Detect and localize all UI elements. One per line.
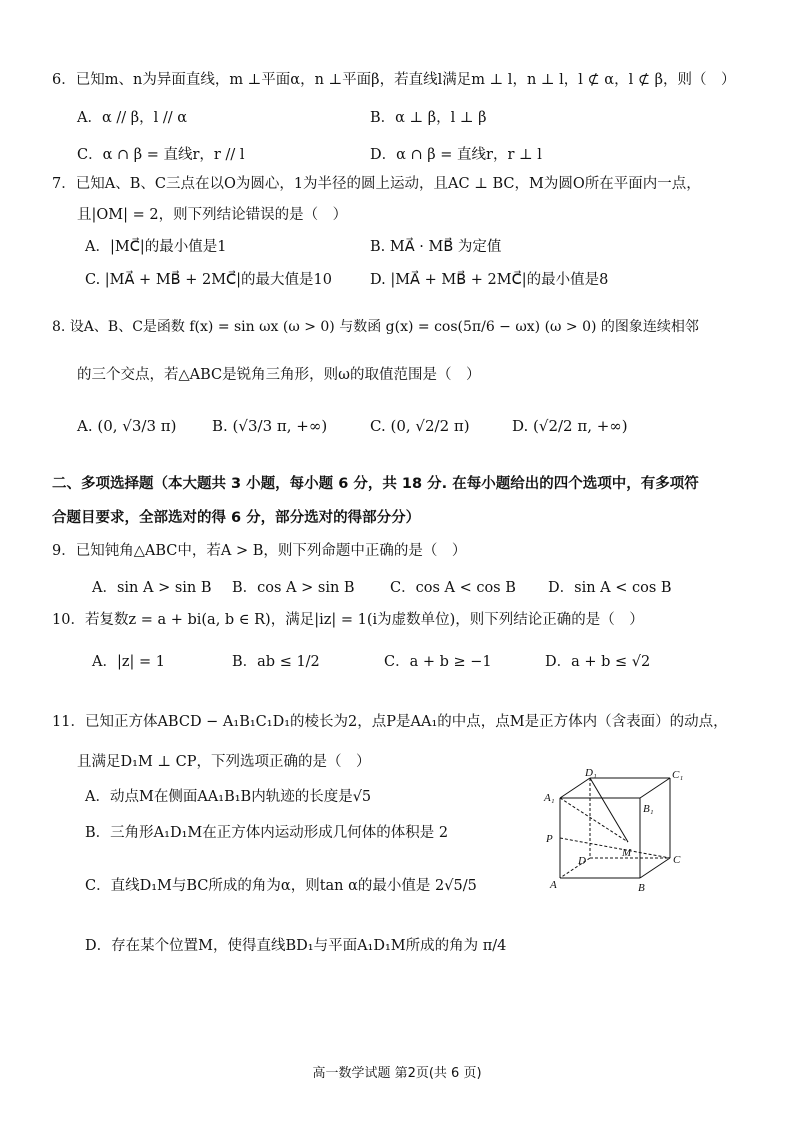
q6-option-b: B．α ⊥ β，l ⊥ β <box>370 110 487 126</box>
page-footer: 高一数学试题 第2页(共 6 页) <box>312 1066 482 1081</box>
label-c: C <box>673 854 681 866</box>
q11-option-a: A．动点M在侧面AA₁B₁B内轨迹的长度是√5 <box>85 789 372 805</box>
q11-stem-2: 且满足D₁M ⊥ CP，下列选项正确的是（ ） <box>77 754 371 770</box>
q9-option-d: D．sin A < cos B <box>548 580 672 596</box>
q6-option-d: D．α ∩ β = 直线r，r ⊥ l <box>370 147 542 163</box>
q6-stem: 6．已知m、n为异面直线，m ⊥平面α，n ⊥平面β，若直线l满足m ⊥ l，n ⊥ l，l ⊄ α，l ⊄ β，则（ ） <box>52 72 736 88</box>
segment-a1-m <box>560 798 628 842</box>
q7-option-a: A．|MC⃗|的最小值是1 <box>85 239 227 255</box>
q9-option-c: C．cos A < cos B <box>390 580 516 596</box>
q11-option-d: D．存在某个位置M，使得直线BD₁与平面A₁D₁M所成的角为 π/4 <box>85 938 507 954</box>
cube-figure <box>530 768 695 893</box>
q10-option-b: B．ab ≤ 1/2 <box>232 654 320 670</box>
q9-option-a: A．sin A > sin B <box>92 580 212 596</box>
edge-a1-d1 <box>560 778 590 798</box>
edge-c1-b1 <box>640 778 670 798</box>
q8-option-b: B. (√3/3 π, +∞) <box>212 417 328 435</box>
section-2-heading-2: 合题目要求，全部选对的得 6 分，部分选对的得部分分） <box>52 510 421 526</box>
label-c1: C₁ <box>672 769 684 781</box>
segment-d1-m <box>590 778 628 842</box>
q8-option-c: C. (0, √2/2 π) <box>370 417 470 435</box>
q8-stem-2: 的三个交点，若△ABC是锐角三角形，则ω的取值范围是（ ） <box>77 367 481 383</box>
q8-option-a: A. (0, √3/3 π) <box>77 417 177 435</box>
label-a1: A₁ <box>544 792 555 804</box>
label-d1: D₁ <box>585 768 597 779</box>
q9-stem: 9．已知钝角△ABC中，若A > B，则下列命题中正确的是（ ） <box>52 543 467 559</box>
section-2-heading: 二、多项选择题（本大题共 3 小题，每小题 6 分，共 18 分. 在每小题给出的四个选项中，有多项符 <box>52 476 699 492</box>
q7-stem: 7．已知A、B、C三点在以O为圆心，1为半径的圆上运动，且AC ⊥ BC，M为圆O所在平面内一点， <box>52 176 701 192</box>
label-a: A <box>550 879 557 891</box>
label-b1: B₁ <box>643 803 654 815</box>
q8-option-d: D. (√2/2 π, +∞) <box>512 417 628 435</box>
q11-option-b: B．三角形A₁D₁M在正方体内运动形成几何体的体积是 2 <box>85 825 449 841</box>
q10-option-c: C．a + b ≥ −1 <box>384 654 492 670</box>
q11-stem: 11．已知正方体ABCD − A₁B₁C₁D₁的棱长为2，点P是AA₁的中点，点M是正方体内（含表面）的动点， <box>52 714 728 730</box>
q11-option-c: C．直线D₁M与BC所成的角为α，则tan α的最小值是 2√5/5 <box>85 878 477 894</box>
label-b: B <box>638 882 645 893</box>
q9-option-b: B．cos A > sin B <box>232 580 355 596</box>
label-p: P <box>546 833 553 845</box>
q7-option-d: D. |MA⃗ + MB⃗ + 2MC⃗|的最小值是8 <box>370 272 609 288</box>
q7-option-b: B. MA⃗ · MB⃗ 为定值 <box>370 239 502 255</box>
q8-stem: 8. 设A、B、C是函数 f(x) = sin ωx (ω > 0) 与数函 g(x) = cos(5π/6 − ωx) (ω > 0) 的图象连续相邻 <box>52 319 699 335</box>
q7-option-c: C. |MA⃗ + MB⃗ + 2MC⃗|的最大值是10 <box>85 272 333 288</box>
edge-c-b <box>640 858 670 878</box>
q10-option-d: D．a + b ≤ √2 <box>545 654 651 670</box>
q6-option-c: C．α ∩ β = 直线r，r // l <box>77 147 245 163</box>
q10-option-a: A．|z| = 1 <box>92 654 165 670</box>
q6-option-a: A．α // β，l // α <box>77 110 188 126</box>
label-d: D <box>578 855 586 867</box>
q10-stem: 10．若复数z = a + bi(a, b ∈ R)，满足|iz| = 1(i为虚数单位)，则下列结论正确的是（ ） <box>52 612 644 628</box>
q7-stem-2: 且|OM| = 2，则下列结论错误的是（ ） <box>77 207 348 223</box>
segment-p-c <box>560 838 670 858</box>
label-m: M <box>622 847 632 859</box>
